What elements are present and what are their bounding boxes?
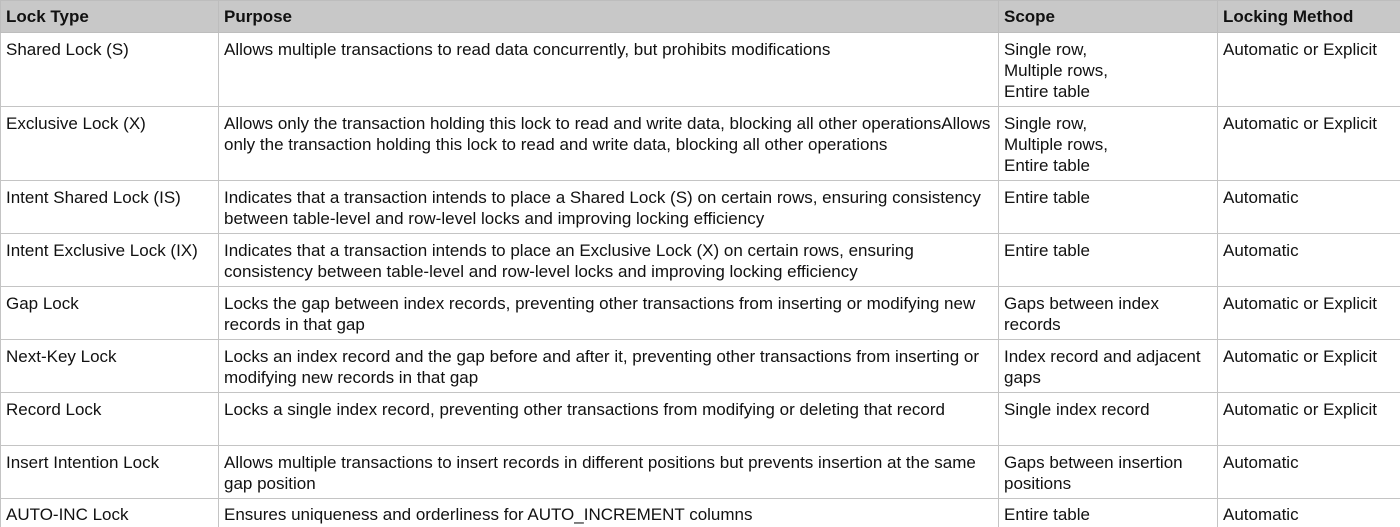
table-header	[1, 1, 1400, 33]
cell-locking-method: Automatic or Explicit	[1218, 393, 1400, 446]
cell-purpose: Allows multiple transactions to insert records in different positions but prevents insertion at the same gap position	[219, 446, 999, 499]
cell-purpose: Allows multiple transactions to read data concurrently, but prohibits modifications	[219, 33, 999, 107]
cell-scope: Gaps between index records	[999, 287, 1218, 340]
table-row	[1, 499, 1400, 527]
cell-locking-method: Automatic	[1218, 499, 1400, 527]
cell-lock-type: Gap Lock	[1, 287, 219, 340]
table-row	[1, 287, 1400, 340]
table-row	[1, 234, 1400, 287]
header-row	[1, 1, 1400, 33]
cell-lock-type: AUTO-INC Lock	[1, 499, 219, 527]
cell-scope: Entire table	[999, 181, 1218, 234]
cell-lock-type: Exclusive Lock (X)	[1, 107, 219, 181]
cell-purpose: Locks an index record and the gap before and after it, preventing other transactions from inserting or modifying new records in that gap	[219, 340, 999, 393]
cell-scope: Single row, Multiple rows, Entire table	[999, 107, 1218, 181]
cell-locking-method: Automatic	[1218, 234, 1400, 287]
table-row	[1, 446, 1400, 499]
cell-locking-method: Automatic or Explicit	[1218, 340, 1400, 393]
cell-lock-type: Intent Exclusive Lock (IX)	[1, 234, 219, 287]
cell-scope: Entire table	[999, 234, 1218, 287]
cell-lock-type: Record Lock	[1, 393, 219, 446]
cell-purpose: Locks a single index record, preventing other transactions from modifying or deleting that record	[219, 393, 999, 446]
cell-locking-method: Automatic or Explicit	[1218, 287, 1400, 340]
cell-scope: Single row, Multiple rows, Entire table	[999, 33, 1218, 107]
cell-scope: Index record and adjacent gaps	[999, 340, 1218, 393]
cell-scope: Single index record	[999, 393, 1218, 446]
cell-lock-type: Next-Key Lock	[1, 340, 219, 393]
table-row	[1, 393, 1400, 446]
cell-purpose: Allows only the transaction holding this lock to read and write data, blocking all other operationsAllows only the transaction holding this lock to read and write data, blocking all other operations	[219, 107, 999, 181]
cell-locking-method: Automatic or Explicit	[1218, 107, 1400, 181]
cell-lock-type: Shared Lock (S)	[1, 33, 219, 107]
cell-lock-type: Intent Shared Lock (IS)	[1, 181, 219, 234]
cell-locking-method: Automatic	[1218, 181, 1400, 234]
cell-purpose: Ensures uniqueness and orderliness for AUTO_INCREMENT columns	[219, 499, 999, 527]
table-row	[1, 181, 1400, 234]
cell-locking-method: Automatic	[1218, 446, 1400, 499]
cell-scope: Gaps between insertion positions	[999, 446, 1218, 499]
table-row	[1, 107, 1400, 181]
cell-scope: Entire table	[999, 499, 1218, 527]
cell-locking-method: Automatic or Explicit	[1218, 33, 1400, 107]
header-purpose: Purpose	[219, 1, 999, 33]
table-body	[1, 33, 1400, 527]
header-locking-method: Locking Method	[1218, 1, 1400, 33]
table-row	[1, 340, 1400, 393]
cell-lock-type: Insert Intention Lock	[1, 446, 219, 499]
cell-purpose: Locks the gap between index records, preventing other transactions from inserting or modifying new records in that gap	[219, 287, 999, 340]
header-scope: Scope	[999, 1, 1218, 33]
cell-purpose: Indicates that a transaction intends to place a Shared Lock (S) on certain rows, ensuring consistency between table-level and row-level locks and improving locking efficiency	[219, 181, 999, 234]
table-row	[1, 33, 1400, 107]
header-lock-type: Lock Type	[1, 1, 219, 33]
cell-purpose: Indicates that a transaction intends to place an Exclusive Lock (X) on certain rows, ensuring consistency between table-level and row-level locks and improving locking efficiency	[219, 234, 999, 287]
